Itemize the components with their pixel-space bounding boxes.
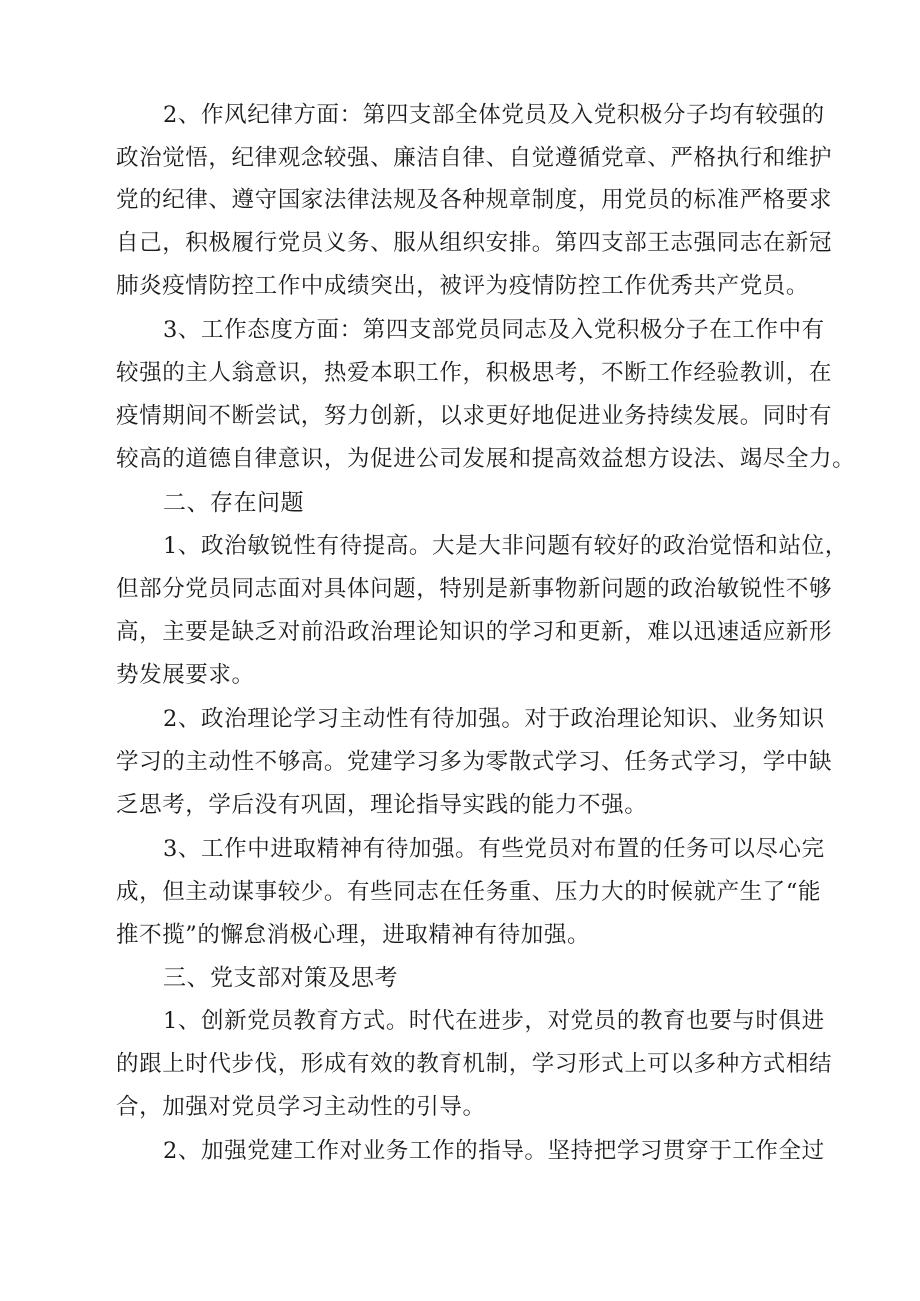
paragraph-line: 2、加强党建工作对业务工作的指导。坚持把学习贯穿于工作全过 [163,1138,825,1164]
paragraph-line: 乏思考，学后没有巩固，理论指导实践的能力不强。 [116,792,648,818]
section-heading: 二、存在问题 [163,490,304,516]
paragraph-line: 的跟上时代步伐，形成有效的教育机制，学习形式上可以多种方式相结 [116,1051,833,1077]
paragraph-line: 较高的道德自律意识，为促进公司发展和提高效益想方设法、竭尽全力。 [116,446,856,472]
paragraph-line: 1、创新党员教育方式。时代在进步，对党员的教育也要与时俱进 [163,1008,825,1034]
paragraph-line: 肺炎疫情防控工作中成绩突出，被评为疫情防控工作优秀共产党员。 [116,273,810,299]
paragraph-line: 学习的主动性不够高。党建学习多为零散式学习、任务式学习，学中缺 [116,749,833,775]
paragraph-line: 合，加强对党员学习主动性的引导。 [116,1094,486,1120]
paragraph-line: 疫情期间不断尝试，努力创新，以求更好地促进业务持续发展。同时有 [116,403,833,429]
paragraph-line: 1、政治敏锐性有待提高。大是大非问题有较好的政治觉悟和站位， [163,533,848,559]
paragraph-line: 成，但主动谋事较少。有些同志在任务重、压力大的时候就产生了“能 [116,879,822,905]
paragraph-line: 但部分党员同志面对具体问题，特别是新事物新问题的政治敏锐性不够 [116,576,833,602]
paragraph-line: 2、政治理论学习主动性有待加强。对于政治理论知识、业务知识 [163,706,825,732]
paragraph-line: 势发展要求。 [116,662,255,688]
paragraph-line: 自己，积极履行党员义务、服从组织安排。第四支部王志强同志在新冠 [116,230,833,256]
paragraph-line: 党的纪律、遵守国家法律法规及各种规章制度，用党员的标准严格要求 [116,187,833,213]
paragraph-line: 3、工作中进取精神有待加强。有些党员对布置的任务可以尽心完 [163,836,825,862]
paragraph-line: 高，主要是缺乏对前沿政治理论知识的学习和更新，难以迅速适应新形 [116,619,833,645]
paragraph-line: 2、作风纪律方面：第四支部全体党员及入党积极分子均有较强的 [163,102,825,128]
paragraph-line: 政治觉悟，纪律观念较强、廉洁自律、自觉遵循党章、严格执行和维护 [116,145,833,171]
paragraph-line: 推不揽”的懈怠消极心理，进取精神有待加强。 [116,922,591,948]
paragraph-line: 3、工作态度方面：第四支部党员同志及入党积极分子在工作中有 [163,317,825,343]
section-heading: 三、党支部对策及思考 [163,965,398,991]
paragraph-line: 较强的主人翁意识，热爱本职工作，积极思考，不断工作经验教训，在 [116,360,833,386]
